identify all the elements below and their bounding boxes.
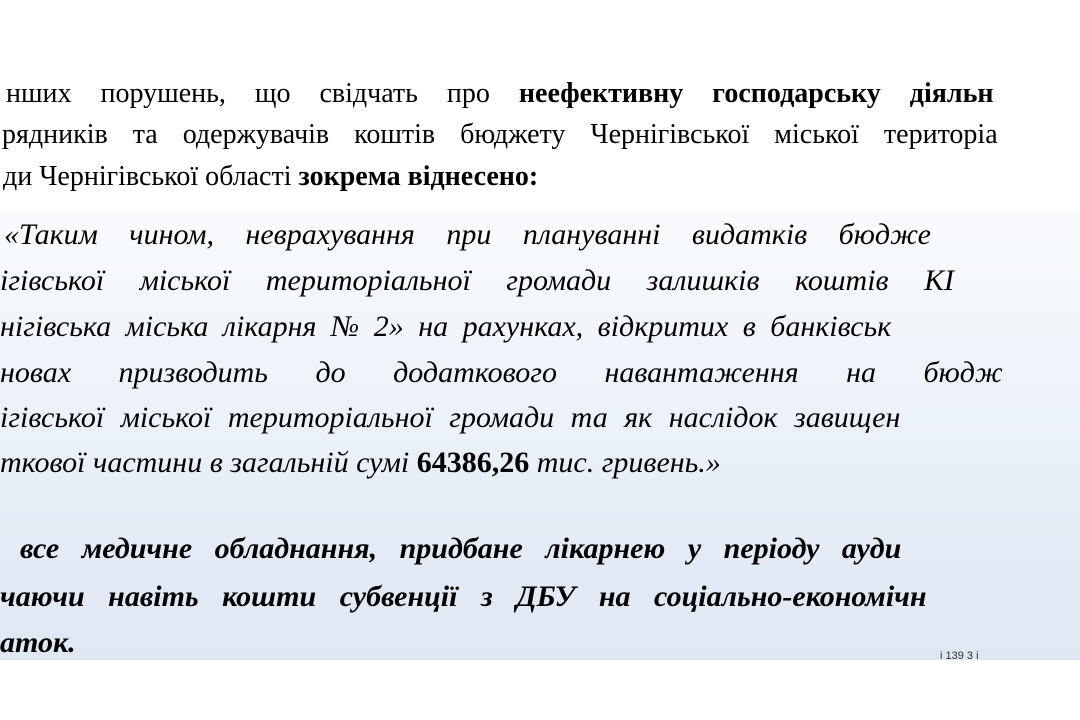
intro-line-3 xyxy=(3,161,538,193)
intro-line-2: рядників та одержувачів коштів бюджету Чернігівської міської територіа xyxy=(2,119,998,150)
summary-line-3: аток. xyxy=(0,626,76,659)
intro-line-3-text: ди Чернігівської області xyxy=(3,161,299,192)
quote-line-3: нігівська міська лікарня № 2» на рахунках, відкритих в банківськ xyxy=(0,310,892,343)
intro-line-1 xyxy=(6,78,994,110)
quote-line-6-suffix: тис. гривень.» xyxy=(529,446,721,479)
page-footnote: i 139 3 i xyxy=(940,650,979,662)
quote-line-6-text: ткової частини в загальній сумі xyxy=(0,446,417,479)
summary-line-1: все медичне обладнання, придбане лікарнею у періоду ауди xyxy=(20,532,902,565)
intro-line-3-bold: зокрема віднесено: xyxy=(298,161,539,192)
quote-line-2: ігівської міської територіальної громади залишків коштів КІ xyxy=(0,264,954,297)
intro-line-1-text: нших порушень, що свідчать про xyxy=(6,78,519,109)
quote-line-6 xyxy=(0,446,721,480)
quote-line-4: новах призводить до додаткового навантаження на бюдж xyxy=(0,356,1003,389)
summary-line-2: чаючи навіть кошти субвенції з ДБУ на соціально-економічн xyxy=(0,580,927,613)
intro-line-1-bold: неефективну господарську діяльн xyxy=(518,78,994,109)
quote-line-1: «Таким чином, неврахування при плануванні видатків бюдже xyxy=(4,218,931,251)
quote-line-5: ігівської міської територіальної громади та як наслідок завищен xyxy=(0,401,901,434)
quote-amount: 64386,26 xyxy=(416,446,530,479)
